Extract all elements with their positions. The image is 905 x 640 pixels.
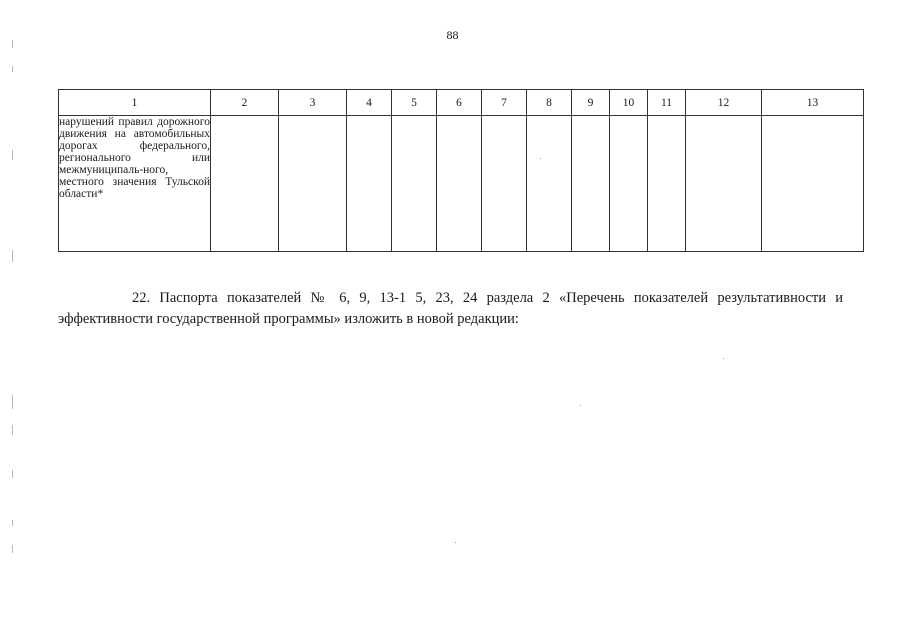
column-header-4: 4 [347,90,392,116]
table-cell [648,116,686,252]
column-header-12: 12 [686,90,762,116]
column-header-11: 11 [648,90,686,116]
table-cell [610,116,648,252]
margin-scan-mark [12,425,13,435]
column-header-13: 13 [762,90,864,116]
margin-scan-mark [12,66,13,72]
scan-speck [540,158,541,159]
margin-scan-mark [12,150,13,160]
column-header-8: 8 [527,90,572,116]
table-cell [527,116,572,252]
column-header-3: 3 [279,90,347,116]
column-header-9: 9 [572,90,610,116]
table-cell [572,116,610,252]
page-number: 88 [446,28,459,42]
table-cell [392,116,437,252]
table-cell [762,116,864,252]
column-header-7: 7 [482,90,527,116]
table-row [59,116,864,252]
column-header-2: 2 [211,90,279,116]
scan-speck [455,542,456,543]
margin-scan-mark [12,40,13,48]
table-cell [347,116,392,252]
margin-scan-mark [12,545,13,553]
margin-scan-mark [12,395,13,409]
table-cell [279,116,347,252]
amendment-paragraph: 22. Паспорта показателей № 6, 9, 13-1 5, 23, 24 раздела 2 «Перечень показателей результативности и эффективности государственной программы» изложить в новой редакции: [58,289,843,327]
scan-speck [580,405,581,406]
column-header-1: 1 [59,90,211,116]
table-cell [211,116,279,252]
row-description-cell: нарушений правил дорожного движения на автомобильных дорогах федерального, регионального или межмуниципаль-ного, местного значения Тульской области* [59,116,211,252]
indicators-table [58,89,864,252]
scan-speck [723,358,724,359]
margin-scan-mark [12,520,13,526]
column-header-5: 5 [392,90,437,116]
margin-scan-mark [12,250,13,262]
margin-scan-mark [12,470,13,478]
column-header-10: 10 [610,90,648,116]
table-cell [437,116,482,252]
table-header-row [59,90,864,116]
table-cell [482,116,527,252]
column-header-6: 6 [437,90,482,116]
table-cell [686,116,762,252]
